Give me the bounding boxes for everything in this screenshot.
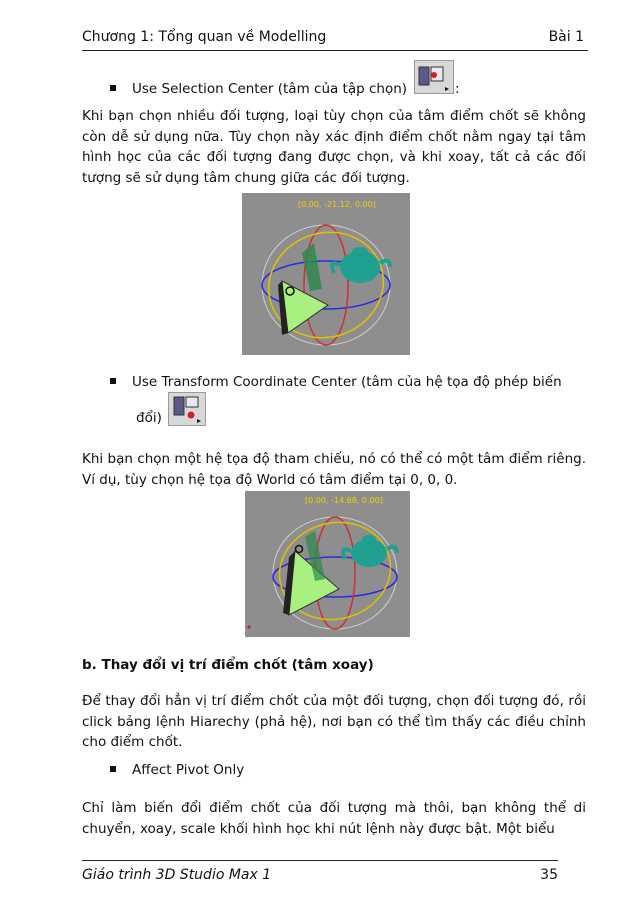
bullet-marker <box>110 766 116 772</box>
bullet-affect-pivot: Affect Pivot Only <box>110 762 244 778</box>
page-number: 35 <box>540 867 558 883</box>
paragraph-selection-center: Khi bạn chọn nhiều đối tượng, loại tùy chọn của tâm điểm chốt sẽ không còn dễ sử dụng nữa. Tùy chọn này xác định điểm chốt nằm ngay tại tâm hình học của các đối tượng đang được chọn, và khi xoay, tất cả các đối tượng sẽ sử dụng tâm chung giữa các đối tượng. <box>82 108 586 186</box>
chapter-title: Chương 1: Tổng quan về Modelling <box>82 29 327 45</box>
section-heading: b. Thay đổi vị trí điểm chốt (tâm xoay) <box>82 657 374 673</box>
transform-coordinate-center-icon <box>168 392 206 426</box>
paragraph-transform-center: Khi bạn chọn một hệ tọa độ tham chiếu, nó có thể có một tâm điểm riêng. Ví dụ, tùy chọn hệ tọa độ World có tâm điểm tại 0, 0, 0. <box>82 451 586 488</box>
book-title: Giáo trình 3D Studio Max 1 <box>82 867 272 883</box>
viewport-figure-selection-center <box>242 193 410 355</box>
coordinate-readout: [0.00, -14.68, 0.00] <box>305 496 383 505</box>
lesson-label: Bài 1 <box>548 29 584 45</box>
bullet-marker <box>110 378 116 384</box>
paragraph-affect-pivot: Chỉ làm biến đổi điểm chốt của đối tượng mà thôi, bạn không thể di chuyển, xoay, scale khối hình học khi nút lệnh này được bật. Một biểu <box>82 800 586 837</box>
bullet-transform-center-cont: đổi) <box>136 410 162 426</box>
bullet-suffix: : <box>455 81 460 97</box>
footer-rule <box>82 860 558 861</box>
viewport-figure-transform-center <box>245 491 410 637</box>
selection-center-icon <box>414 60 454 94</box>
bullet-marker <box>110 85 116 91</box>
paragraph-change-pivot: Để thay đổi hẳn vị trí điểm chốt của một đối tượng, chọn đối tượng đó, rồi click bảng lệnh Hiarechy (phả hệ), nơi bạn có thể tìm thấy các điều chỉnh cho điểm chốt. <box>82 693 586 750</box>
page-header <box>82 29 588 45</box>
coordinate-readout: [0.00, -21.12, 0.00] <box>298 200 376 209</box>
header-rule <box>82 50 588 51</box>
bullet-selection-center: Use Selection Center (tâm của tập chọn) <box>110 81 407 97</box>
bullet-transform-center: Use Transform Coordinate Center (tâm của hệ tọa độ phép biến <box>110 374 562 390</box>
page-footer <box>82 867 558 883</box>
